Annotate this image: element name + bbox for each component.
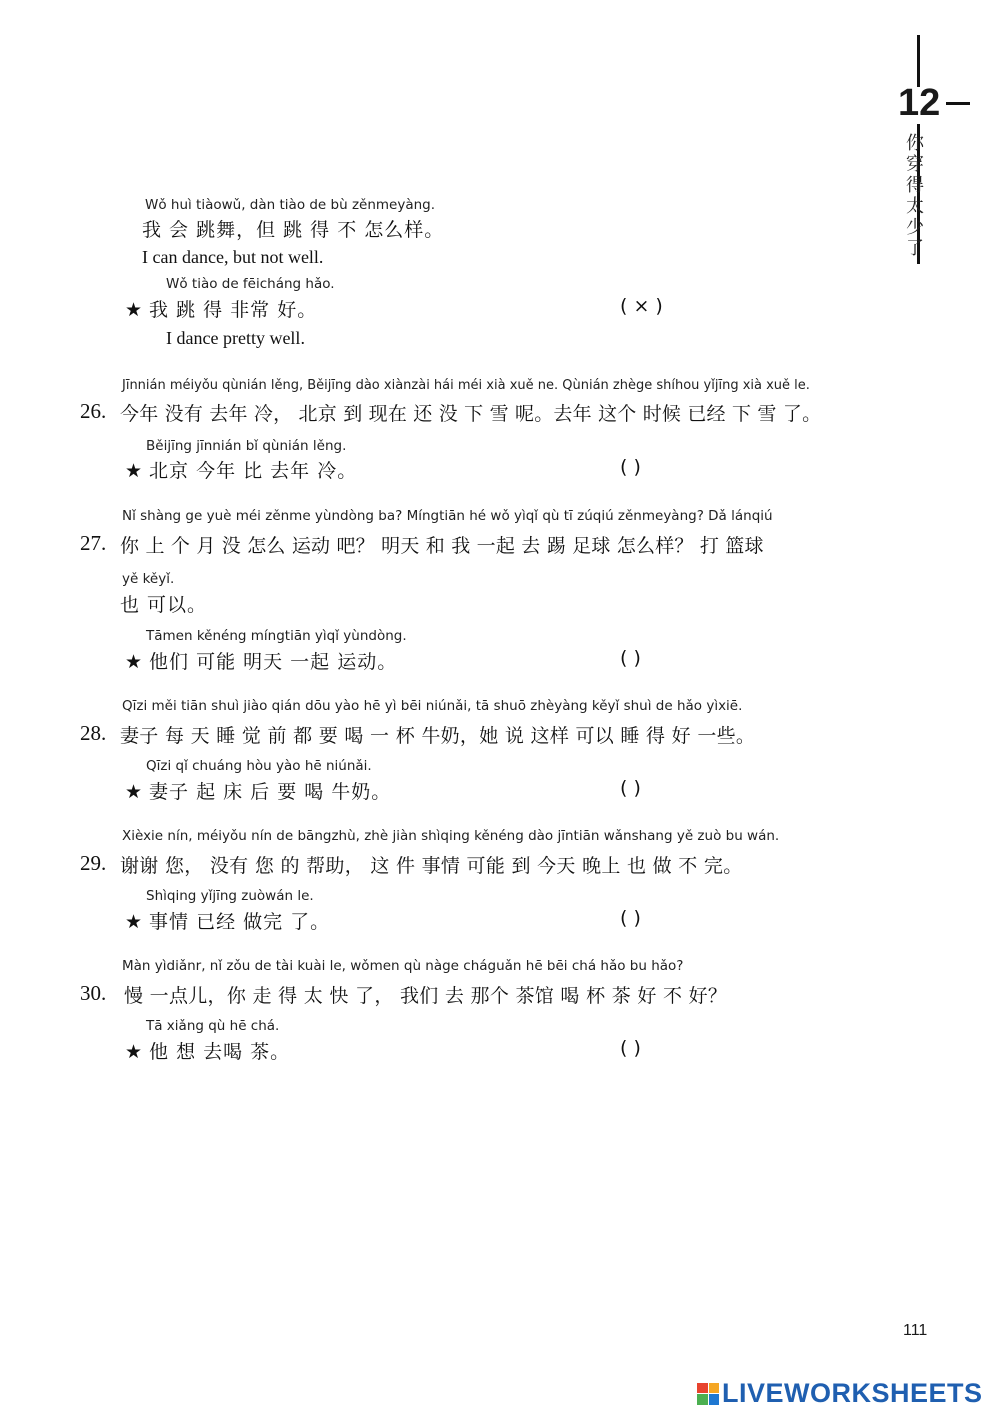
item-chinese-continued: 也 可以。: [120, 594, 208, 616]
item-statement-pinyin: Tāmen kěnéng míngtiān yìqǐ yùndòng.: [146, 628, 407, 644]
item-statement-chinese: 北京 今年 比 去年 冷。: [149, 460, 358, 482]
item-statement-pinyin: Běijīng jīnnián bǐ qùnián lěng.: [146, 438, 347, 454]
item-pinyin: Xièxie nín, méiyǒu nín de bāngzhù, zhè jiàn shìqing kěnéng dào jīntiān wǎnshang yě zuò bu wán.: [122, 828, 780, 844]
item-statement-pinyin: Shìqing yǐjīng zuòwán le.: [146, 888, 314, 904]
item-number: 30.: [80, 981, 107, 1005]
item-statement-pinyin: Tā xiǎng qù hē chá.: [146, 1018, 280, 1034]
example-english: I can dance, but not well.: [142, 247, 324, 267]
star-icon: ★: [125, 781, 144, 803]
item-chinese: 慢 一点儿，你 走 得 太 快 了， 我们 去 那个 茶馆 喝 杯 茶 好 不 好？: [124, 985, 728, 1007]
chapter-rule-dash: [946, 102, 970, 105]
item-statement: [125, 777, 391, 804]
item-statement: [125, 1037, 290, 1064]
item-answer-field[interactable]: ( ): [620, 777, 641, 799]
example-statement-chinese: 我 跳 得 非常 好。: [149, 299, 318, 321]
star-icon: ★: [125, 460, 144, 482]
example-statement-english: I dance pretty well.: [166, 328, 305, 348]
item-answer-field[interactable]: ( ): [620, 647, 641, 669]
item-statement-chinese: 妻子 起 床 后 要 喝 牛奶。: [149, 781, 392, 803]
item-number: 29.: [80, 851, 107, 875]
example-pinyin: Wǒ huì tiàowǔ, dàn tiào de bù zěnmeyàng.: [145, 197, 436, 213]
item-statement: [125, 456, 357, 483]
item-pinyin: Jīnnián méiyǒu qùnián lěng, Běijīng dào xiànzài hái méi xià xuě ne. Qùnián zhège shíhou yǐjīng xià xuě le.: [122, 378, 810, 393]
item-number: 27.: [80, 531, 107, 555]
item-chinese: 谢谢 您， 没有 您 的 帮助， 这 件 事情 可能 到 今天 晚上 也 做 不 完。: [120, 855, 743, 877]
item-pinyin: Nǐ shàng ge yuè méi zěnme yùndòng ba? Míngtiān hé wǒ yìqǐ qù tī zúqiú zěnmeyàng? Dǎ lánqiú: [122, 508, 773, 524]
item-number: 28.: [80, 721, 107, 745]
liveworksheets-logo[interactable]: [697, 1378, 983, 1409]
item-chinese: 今年 没有 去年 冷， 北京 到 现在 还 没 下 雪 呢。去年 这个 时候 已经 下 雪 了。: [120, 403, 822, 425]
example-statement-pinyin: Wǒ tiào de fēicháng hǎo.: [166, 276, 335, 292]
chapter-rule-top: [917, 35, 920, 87]
item-statement-pinyin: Qīzi qǐ chuáng hòu yào hē niúnǎi.: [146, 758, 372, 774]
page-number: 111: [903, 1322, 928, 1339]
item-answer-field[interactable]: ( ): [620, 1037, 641, 1059]
item-answer-field[interactable]: ( ): [620, 456, 641, 478]
chapter-number: 12: [898, 82, 941, 124]
item-pinyin-continued: yě kěyǐ.: [122, 571, 175, 587]
star-icon: ★: [125, 299, 144, 321]
item-statement: [125, 907, 330, 934]
item-statement-chinese: 他 想 去喝 茶。: [149, 1041, 291, 1063]
item-chinese: 你 上 个 月 没 怎么 运动 吧？ 明天 和 我 一起 去 踢 足球 怎么样？ 打 篮球: [120, 535, 764, 557]
item-answer-field[interactable]: ( ): [620, 907, 641, 929]
example-chinese: 我 会 跳舞，但 跳 得 不 怎么样。: [142, 219, 445, 241]
item-number: 26.: [80, 399, 107, 423]
item-pinyin: Màn yìdiǎnr, nǐ zǒu de tài kuài le, wǒmen qù nàge cháguǎn hē bēi chá hǎo bu hǎo?: [122, 958, 684, 974]
item-pinyin: Qīzi měi tiān shuì jiào qián dōu yào hē yì bēi niúnǎi, tā shuō zhèyàng kěyǐ shuì de hǎo yìxiē.: [122, 698, 743, 714]
item-chinese: 妻子 每 天 睡 觉 前 都 要 喝 一 杯 牛奶，她 说 这样 可以 睡 得 好 一些。: [120, 725, 756, 747]
item-statement-chinese: 事情 已经 做完 了。: [149, 911, 331, 933]
item-statement: [125, 647, 397, 674]
example-statement: [125, 295, 317, 322]
item-statement-chinese: 他们 可能 明天 一起 运动。: [149, 651, 398, 673]
star-icon: ★: [125, 651, 144, 673]
star-icon: ★: [125, 1041, 144, 1063]
liveworksheets-brand: LIVEWORKSHEETS: [722, 1378, 983, 1408]
chapter-title: 你穿得太少了: [903, 133, 924, 259]
star-icon: ★: [125, 911, 144, 933]
example-answer: ( × ): [620, 295, 663, 317]
liveworksheets-icon: [697, 1383, 719, 1405]
